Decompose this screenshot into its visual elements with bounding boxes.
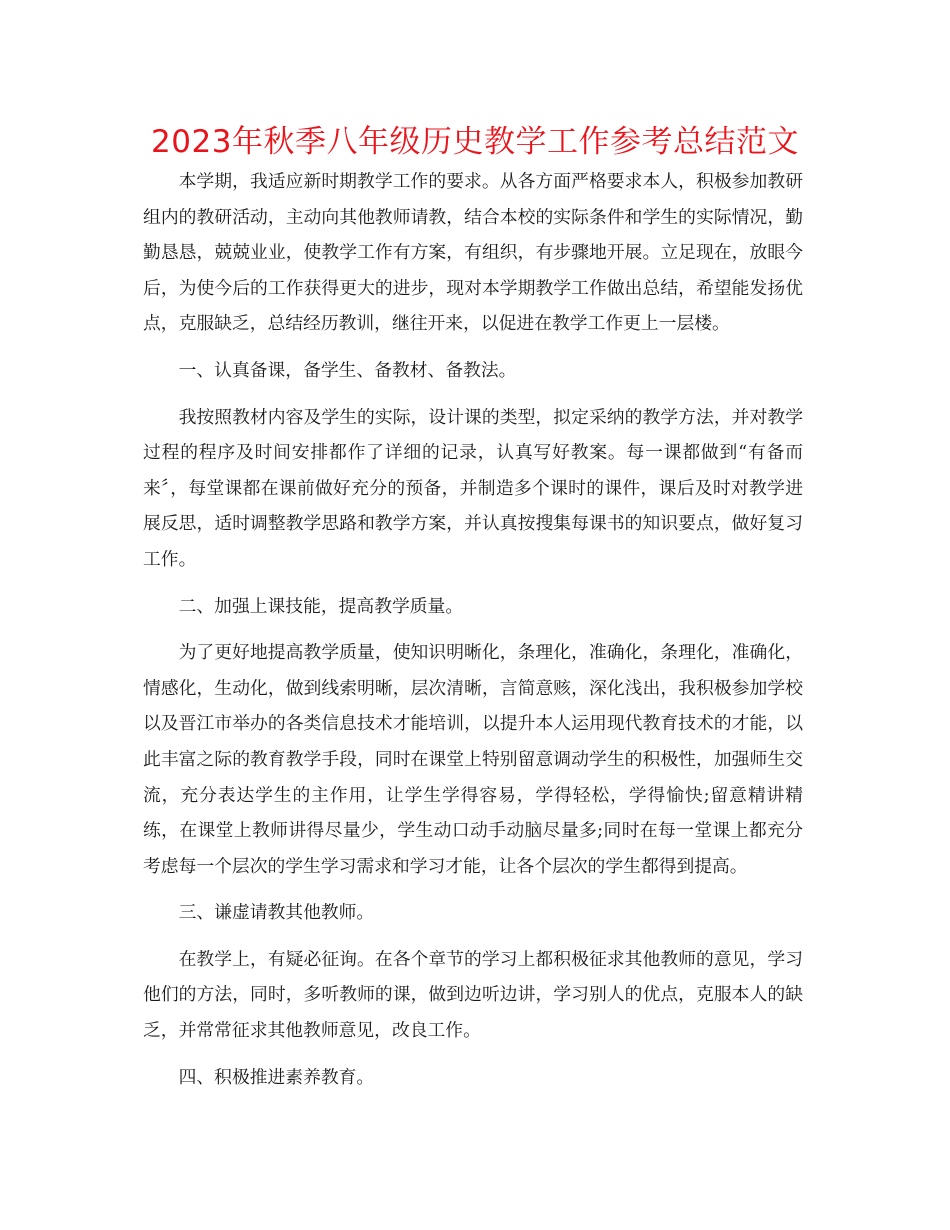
section-heading-4: 四、积极推进素养教育。: [178, 1066, 375, 1088]
section-paragraph-1: 我按照教材内容及学生的实际，设计课的类型，拟定采纳的教学方法，并对教学过程的程序及时间安排都作了详细的记录，认真写好教案。每一课都做到“有备而来〞，每堂课都在课前做好充分的预备，并制造多个课时的课件，课后及时对教学进展反思，适时调整教学思路和教学方案，并认真按搜集每课书的知识要点，做好复习工作。: [143, 406, 803, 570]
section-paragraph-3: 在教学上，有疑必征询。在各个章节的学习上都积极征求其他教师的意见，学习他们的方法，同时，多听教师的课，做到边听边讲，学习别人的优点，克服本人的缺乏，并常常征求其他教师意见，改良工作。: [143, 948, 803, 1042]
section-heading-1: 一、认真备课，备学生、备教材、备教法。: [178, 359, 517, 381]
document-body: [143, 164, 803, 1106]
document-title: 2023年秋季八年级历史教学工作参考总结范文: [151, 124, 799, 160]
section-heading-2: 二、加强上课技能，提高教学质量。: [178, 595, 464, 617]
section-paragraph-2: 为了更好地提高教学质量，使知识明晰化，条理化，准确化，条理化，准确化，情感化，生动化，做到线索明晰，层次清晰，言简意赅，深化浅出，我积极参加学校以及晋江市举办的各类信息技术才能培训，以提升本人运用现代教育技术的才能，以此丰富之际的教育教学手段，同时在课堂上特别留意调动学生的积极性，加强师生交流，充分表达学生的主作用，让学生学得容易，学得轻松，学得愉快;留意精讲精练，在课堂上教师讲得尽量少，学生动口动手动脑尽量多;同时在每一堂课上都充分考虑每一个层次的学生学习需求和学习才能，让各个层次的学生都得到提高。: [143, 642, 803, 877]
intro-paragraph: 本学期，我适应新时期教学工作的要求。从各方面严格要求本人，积极参加教研组内的教研活动，主动向其他教师请教，结合本校的实际条件和学生的实际情况，勤勤恳恳，兢兢业业，使教学工作有方案，有组织，有步骤地开展。立足现在，放眼今后，为使今后的工作获得更大的进步，现对本学期教学工作做出总结，希望能发扬优点，克服缺乏，总结经历教训，继往开来，以促进在教学工作更上一层楼。: [143, 171, 803, 335]
section-heading-3: 三、谦虚请教其他教师。: [178, 902, 375, 924]
